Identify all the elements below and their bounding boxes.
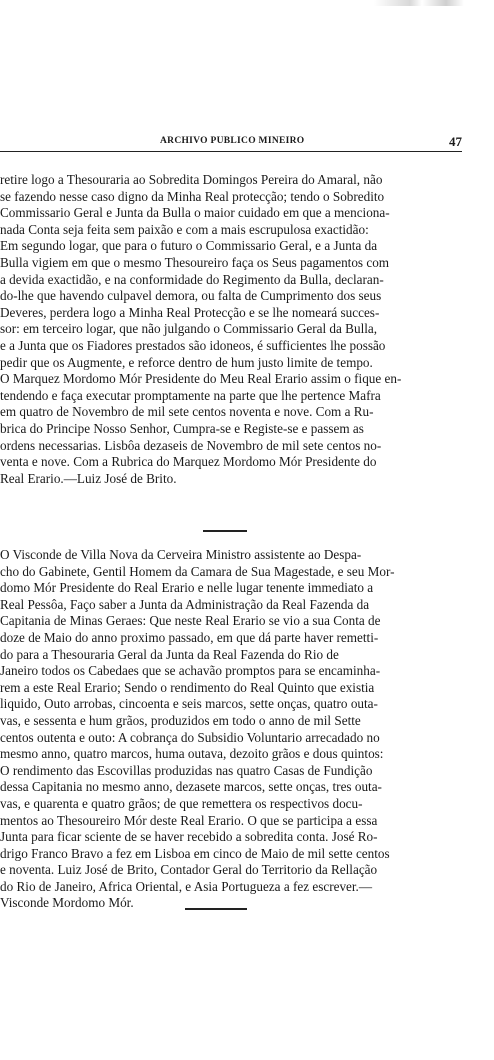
page-number: 47 <box>449 134 462 149</box>
text-line: Commissario Geral e Junta da Bulla o maior cuidado em que a menciona- <box>0 205 390 221</box>
text-line: mesmo anno, quatro marcos, huma outava, dezoito grãos e dous quintos: <box>0 746 384 762</box>
text-line: venta e nove. Com a Rubrica do Marquez Mordomo Mór Presidente do <box>0 454 377 470</box>
text-line: Visconde Mordomo Mór. <box>0 895 134 911</box>
text-line: Bulla vigiem em que o mesmo Thesoureiro faça os Seus pagamentos com <box>0 254 390 270</box>
text-line: Real Pessôa, Faço saber a Junta da Administração da Real Fazenda da <box>0 596 370 612</box>
text-line: retire logo a Thesouraria ao Sobredita Domingos Pereira do Amaral, não <box>0 172 383 187</box>
text-line: se fazendo nesse caso digno da Minha Real protecção; tendo o Sobredito <box>0 188 385 204</box>
text-line: Capitania de Minas Geraes: Que neste Real Erario se vio a sua Conta de <box>0 613 381 629</box>
text-line: e a Junta que os Fiadores prestados são idoneos, é sufficientes lhe possão <box>0 337 386 353</box>
paragraph-2 <box>0 547 470 912</box>
text-line: O Visconde de Villa Nova da Cerveira Ministro assistente ao Despa- <box>0 547 362 562</box>
text-line: rem a este Real Erario; Sendo o rendimento do Real Quinto que existia <box>0 679 375 695</box>
text-line: Em segundo logar, que para o futuro o Commissario Geral, e a Junta da <box>0 238 378 254</box>
text-line: mentos ao Thesoureiro Mór deste Real Erario. O que se participa a essa <box>0 812 378 828</box>
text-line: sor: em terceiro logar, que não julgando o Commissario Geral da Bulla, <box>0 321 378 337</box>
text-line: nada Conta seja feita sem paixão e com a mais escrupulosa exactidão: <box>0 221 369 237</box>
text-line: doze de Maio do anno proximo passado, em que dá parte haver remetti- <box>0 629 379 645</box>
text-line: O Marquez Mordomo Mór Presidente do Meu Real Erario assim o fique en- <box>0 371 402 387</box>
text-line: cho do Gabinete, Gentil Homem da Camara de Sua Magestade, e seu Mor- <box>0 563 395 579</box>
text-line: pedir que os Augmente, e reforce dentro de hum justo limite de tempo. <box>0 354 373 370</box>
text-line: a devida exactidão, e na conformidade do Regimento da Bulla, declaran- <box>0 271 384 287</box>
text-line: Deveres, perdera logo a Minha Real Protecção e se lhe nomeará succes- <box>0 304 380 320</box>
text-line: drigo Franco Bravo a fez em Lisboa em cinco de Maio de mil sette centos <box>0 845 390 861</box>
section-separator-end <box>185 908 247 910</box>
running-head: ARCHIVO PUBLICO MINEIRO <box>160 136 305 146</box>
text-line: do-lhe que havendo culpavel demora, ou falta de Cumprimento dos seus <box>0 288 382 304</box>
text-line: centos outenta e outo: A cobrança do Subsidio Voluntario arrecadado no <box>0 729 380 745</box>
text-line: do para a Thesouraria Geral da Junta da Real Fazenda do Rio de <box>0 646 339 662</box>
header-rule <box>0 151 462 152</box>
text-line: O rendimento das Escovillas produzidas nas quatro Casas de Fundição <box>0 762 373 778</box>
text-line: em quatro de Novembro de mil sete centos noventa e nove. Com a Ru- <box>0 404 374 420</box>
text-line: Junta para ficar sciente de se haver recebido a sobredita conta. José Ro- <box>0 829 378 845</box>
text-line: tendendo e faça executar promptamente na parte que lhe pertence Mafra <box>0 387 381 403</box>
text-line: e noventa. Luiz José de Brito, Contador Geral do Territorio da Rellação <box>0 862 378 878</box>
text-line: vas, e quarenta e quatro grãos; de que remettera os respectivos docu- <box>0 795 363 811</box>
text-line: Real Erario.—Luiz José de Brito. <box>0 470 177 486</box>
text-line: do Rio de Janeiro, Africa Oriental, e Asia Portugueza a fez escrever.— <box>0 878 373 894</box>
text-line: domo Mór Presidente do Real Erario e nelle lugar tenente immediato a <box>0 580 374 596</box>
text-line: dessa Capitania no mesmo anno, dezasete marcos, sette onças, tres outa- <box>0 779 382 795</box>
text-line: Janeiro todos os Cabedaes que se achavão promptos para se encaminha- <box>0 663 381 679</box>
scan-edge-artifact <box>374 0 494 6</box>
text-line: liquido, Outo arrobas, cincoenta e seis marcos, sette onças, quatro outa- <box>0 696 378 712</box>
page-header <box>0 134 494 154</box>
text-line: brica do Principe Nosso Senhor, Cumpra-se e Registe-se e passem as <box>0 420 364 436</box>
text-line: vas, e sessenta e hum grãos, produzidos em todo o anno de mil Sette <box>0 712 361 728</box>
section-separator <box>203 530 247 532</box>
paragraph-1 <box>0 172 470 487</box>
text-line: ordens necessarias. Lisbôa dezaseis de Novembro de mil sete centos no- <box>0 437 382 453</box>
